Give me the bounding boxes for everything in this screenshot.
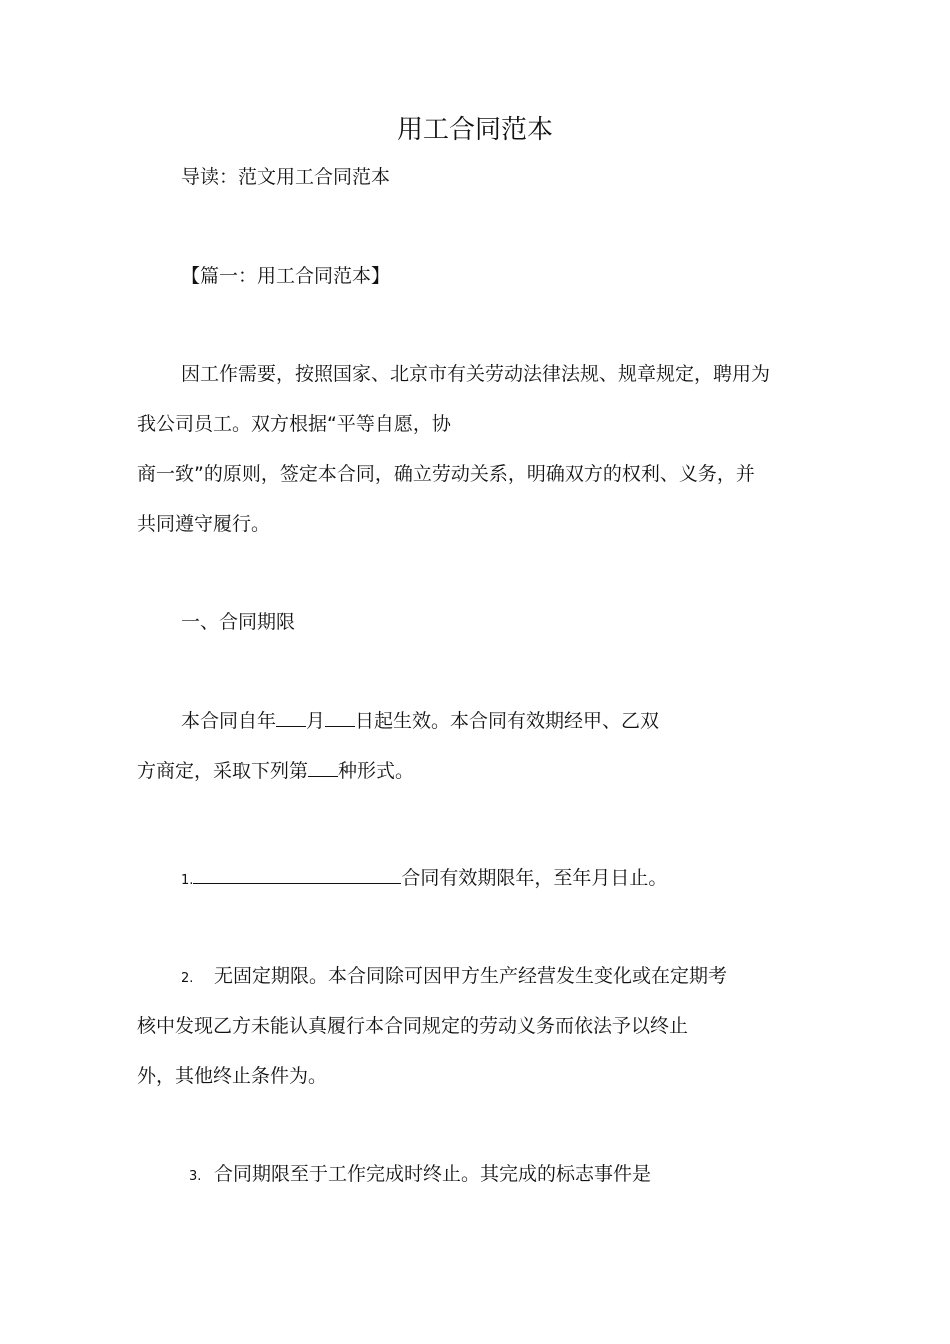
blank-item1-field: [193, 863, 401, 884]
item1-number: 1.: [181, 873, 194, 888]
item3-number: 3.: [189, 1169, 202, 1184]
term-text-a: 本合同自年: [181, 710, 277, 732]
clause1-heading: 一、合同期限: [181, 611, 296, 633]
term-text-c: 日起生效。本合同有效期经甲、乙双: [355, 710, 660, 732]
blank-month-field: [276, 706, 306, 727]
item1-text: 合同有效期限年，至年月日止。: [401, 867, 668, 889]
item2-line-3: 外，其他终止条件为。: [137, 1065, 328, 1087]
intro-line-2: 我公司员工。双方根据“平等自愿，协: [137, 413, 451, 435]
item2-line-1: [181, 961, 727, 994]
term-text-e: 种形式。: [338, 760, 415, 782]
item2-number: 2.: [181, 971, 194, 986]
item3-text: 合同期限至于工作完成时终止。其完成的标志事件是: [214, 1163, 652, 1185]
intro-line-3: 商一致”的原则，签定本合同，确立劳动关系，明确双方的权利、义务，并: [137, 463, 755, 485]
term-line-1: [181, 706, 659, 736]
guide-text: 导读：范文用工合同范本: [181, 166, 391, 188]
blank-form-field: [308, 756, 338, 777]
intro-line-4: 共同遵守履行。: [137, 513, 271, 535]
section-heading: 【篇一：用工合同范本】: [181, 265, 391, 287]
term-line-2: [137, 756, 414, 786]
item2-text-1: 无固定期限。本合同除可因甲方生产经营发生变化或在定期考: [214, 965, 728, 987]
item1-line: [181, 863, 667, 896]
term-text-d: 方商定，采取下列第: [137, 760, 309, 782]
document-title: 用工合同范本: [396, 115, 553, 145]
item3-line: [189, 1159, 651, 1192]
term-text-b: 月: [306, 710, 326, 732]
blank-day-field: [325, 706, 355, 727]
item2-line-2: 核中发现乙方未能认真履行本合同规定的劳动义务而依法予以终止: [137, 1015, 689, 1037]
intro-line-1: 因工作需要，按照国家、北京市有关劳动法律法规、规章规定，聘用为: [181, 363, 771, 385]
